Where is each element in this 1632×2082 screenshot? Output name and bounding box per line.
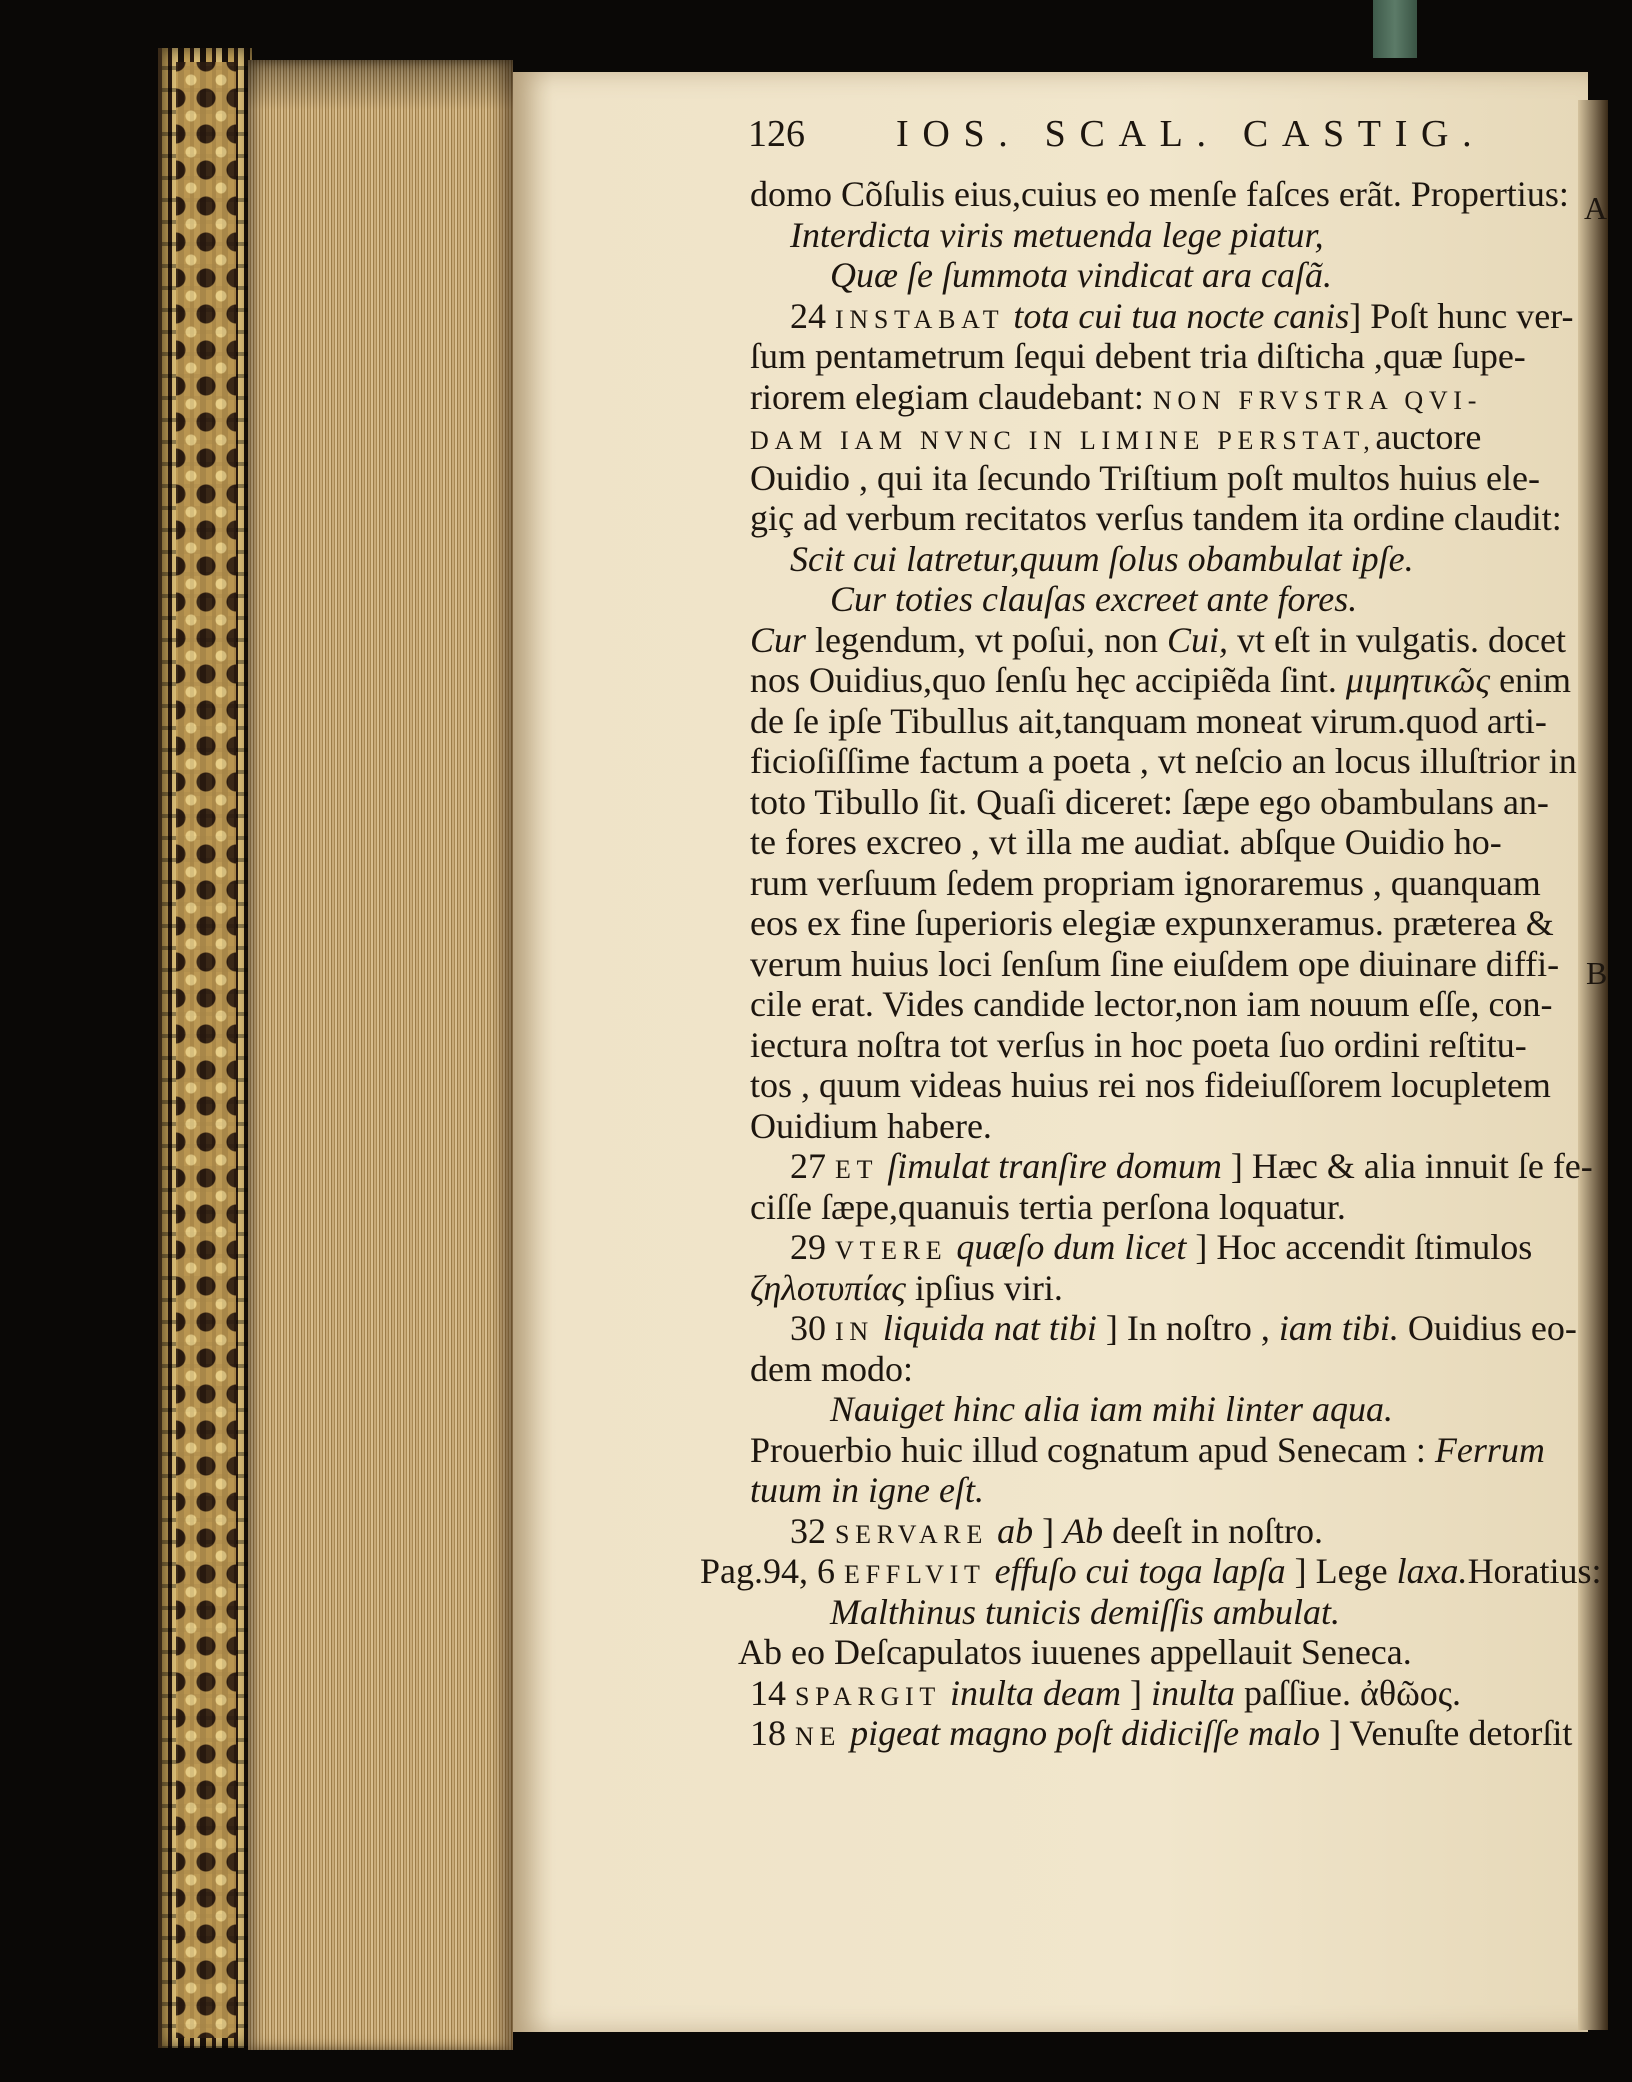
text-line <box>750 944 1630 985</box>
roman-text: Ab eo Deſcapulatos iuuenes appellauit Seneca. <box>738 1632 1412 1672</box>
roman-text: ] Venuſte detorſit <box>1320 1713 1573 1753</box>
text-line <box>700 1551 1630 1592</box>
small-caps-text: VTERE <box>835 1236 948 1265</box>
italic-text: Interdicta viris metuenda lege piatur, <box>790 214 1324 255</box>
small-caps-text: SPARGIT <box>795 1681 942 1711</box>
text-line <box>750 1673 1630 1714</box>
text-line <box>750 782 1630 823</box>
roman-text: vt eſt in vulgatis. docet <box>1228 619 1566 660</box>
roman-text: eos ex fine ſuperioris elegiæ expunxeramus. præterea & <box>750 903 1554 943</box>
text-line <box>750 1227 1630 1268</box>
text-line <box>750 1389 1630 1430</box>
text-line <box>750 1308 1630 1349</box>
roman-text: giç ad verbum recitatos verſus tandem ita ordine claudit: <box>750 498 1562 538</box>
italic-text: tuum in igne eſt. <box>750 1470 984 1510</box>
small-caps-text: SERVARE <box>835 1519 989 1549</box>
small-caps-text: NE <box>795 1722 842 1751</box>
italic-text: Cui, <box>1167 619 1229 660</box>
text-line <box>750 1268 1630 1309</box>
small-caps-text: IN <box>835 1317 874 1346</box>
text-line <box>750 215 1630 256</box>
roman-text: te fores excreo , vt illa me audiat. abſque Ouidio ho- <box>750 822 1502 862</box>
italic-text: liquida nat tibi <box>873 1308 1097 1348</box>
roman-text: riorem elegiam claudebant: <box>750 376 1153 417</box>
roman-text: Prouerbio huic illud cognatum apud Senecam : <box>750 1429 1435 1470</box>
text-line <box>738 1632 1630 1673</box>
roman-text: 27 <box>790 1146 835 1186</box>
roman-text: dem modo: <box>750 1348 913 1389</box>
text-line <box>750 1025 1630 1066</box>
roman-text: ] Hoc accendit ſtimulos <box>1186 1227 1533 1267</box>
text-line <box>750 903 1630 944</box>
italic-text: ſimulat tranſire domum <box>878 1146 1222 1186</box>
roman-text: verum huius loci ſenſum ſine eiuſdem ope diuinare diffi- <box>750 943 1560 984</box>
roman-text: ] <box>1033 1510 1064 1551</box>
gilt-ornament-border <box>176 62 236 2038</box>
roman-text: ] In noſtro , <box>1096 1308 1279 1348</box>
italic-text: Ab <box>1063 1510 1104 1551</box>
text-line <box>750 1592 1630 1633</box>
roman-text: ipſius viri. <box>905 1267 1063 1308</box>
italic-text: tota cui tua nocte canis <box>1004 295 1350 336</box>
text-line <box>750 741 1630 782</box>
roman-text: paſſiue. ἀθῶος. <box>1235 1672 1462 1713</box>
roman-text: cile erat. Vides candide lector,non iam nouum eſſe, con- <box>750 984 1553 1024</box>
roman-text: rum verſuum ſedem propriam ignoraremus , quanquam <box>750 862 1541 903</box>
roman-text: deeſt in noſtro. <box>1103 1510 1324 1551</box>
margin-letter-a: A <box>1584 190 1608 226</box>
text-line <box>750 1470 1630 1511</box>
italic-text: inulta deam <box>941 1672 1121 1713</box>
text-line <box>750 1713 1630 1754</box>
page-edges <box>248 60 513 2050</box>
text-line <box>750 417 1630 458</box>
roman-text: ficioſiſſime factum a poeta , vt neſcio an locus illuſtrior in <box>750 741 1577 781</box>
roman-text: ſum pentametrum ſequi debent tria diſticha ,quæ ſupe- <box>750 336 1526 376</box>
italic-text: Nauiget hinc alia iam mihi linter aqua. <box>830 1389 1393 1429</box>
roman-text: enim <box>1490 660 1572 700</box>
roman-text: 14 <box>750 1672 795 1713</box>
italic-text: laxa. <box>1396 1551 1468 1591</box>
roman-text: 32 <box>790 1510 835 1551</box>
small-caps-text: INSTABAT <box>835 304 1005 334</box>
roman-text: 18 <box>750 1713 795 1753</box>
italic-text: Cur toties clauſas excreet ante fores. <box>830 579 1358 619</box>
roman-text: Ouidius eo- <box>1398 1308 1577 1348</box>
text-line <box>750 1065 1630 1106</box>
text-line <box>750 498 1630 539</box>
italic-text: ζηλοτυπίας <box>750 1267 906 1308</box>
roman-text: Ouidio , qui ita ſecundo Triſtium poſt multos huius ele- <box>750 457 1540 498</box>
text-body <box>700 174 1630 1754</box>
roman-text: domo Cõſulis eius,cuius eo menſe faſces erãt. Propertius: <box>750 174 1569 214</box>
text-line <box>750 255 1630 296</box>
running-header <box>748 112 1568 162</box>
text-line <box>750 579 1630 620</box>
roman-text: ciſſe ſæpe,quanuis tertia perſona loquatur. <box>750 1186 1346 1227</box>
text-line <box>750 539 1630 580</box>
margin-letter-b: B <box>1586 955 1608 991</box>
roman-text: toto Tibullo ſit. Quaſi diceret: ſæpe ego obambulans an- <box>750 781 1549 822</box>
text-line <box>750 1146 1630 1187</box>
italic-text: Cur <box>750 619 807 660</box>
small-caps-text: NON FRVSTRA QVI- <box>1152 385 1483 415</box>
italic-text: quæſo dum licet <box>947 1227 1187 1267</box>
italic-text: ab <box>988 1510 1034 1551</box>
text-line <box>750 174 1630 215</box>
text-line <box>750 377 1630 418</box>
page-edges-shadow <box>248 60 513 110</box>
text-line <box>750 984 1630 1025</box>
italic-text: Malthinus tunicis demiſſis ambulat. <box>830 1591 1340 1632</box>
text-line <box>750 458 1630 499</box>
page-number: 126 <box>748 113 805 155</box>
roman-text: ] <box>1121 1672 1151 1713</box>
text-line <box>750 660 1630 701</box>
roman-text: tos , quum videas huius rei nos fideiuſſorem locupletem <box>750 1065 1551 1105</box>
roman-text: Ouidium habere. <box>750 1105 992 1146</box>
italic-text: effuſo cui toga lapſa <box>985 1551 1286 1591</box>
text-line <box>750 822 1630 863</box>
text-line <box>750 336 1630 377</box>
roman-text: iectura noſtra tot verſus in hoc poeta ſuo ordini reſtitu- <box>750 1024 1527 1065</box>
roman-text: nos Ouidius,quo ſenſu hęc accipiẽda ſint. <box>750 660 1346 700</box>
roman-text: 24 <box>790 295 835 336</box>
roman-text: legendum, vt poſui, non <box>806 619 1167 660</box>
text-line <box>750 1430 1630 1471</box>
text-line <box>750 701 1630 742</box>
roman-text: ] Lege <box>1285 1551 1397 1591</box>
roman-text: ] Poſt hunc ver- <box>1349 295 1574 336</box>
roman-text: auctore <box>1375 417 1482 457</box>
text-line <box>750 296 1630 337</box>
roman-text: 30 <box>790 1308 835 1348</box>
roman-text: ] Hæc & alia innuit ſe fe- <box>1221 1146 1593 1186</box>
italic-text: Quæ ſe ſummota vindicat ara caſã. <box>830 255 1332 295</box>
running-title: IOS. SCAL. CASTIG. <box>896 113 1486 155</box>
roman-text: Horatius: <box>1467 1551 1602 1591</box>
text-line <box>750 1187 1630 1228</box>
small-caps-text: EFFLVIT <box>844 1560 986 1589</box>
small-caps-text: ET <box>835 1155 879 1184</box>
italic-text: inulta <box>1151 1672 1236 1713</box>
text-line <box>750 620 1630 661</box>
italic-text: pigeat magno poſt didiciſſe malo <box>841 1713 1321 1753</box>
small-caps-text: DAM IAM NVNC IN LIMINE PERSTAT, <box>750 426 1376 455</box>
text-line <box>750 1511 1630 1552</box>
roman-text: 29 <box>790 1227 835 1267</box>
text-line <box>750 1106 1630 1147</box>
text-line <box>750 863 1630 904</box>
italic-text: μιμητικῶς <box>1345 660 1491 700</box>
roman-text: Pag.94, 6 <box>700 1551 844 1591</box>
italic-text: iam tibi. <box>1278 1308 1399 1348</box>
italic-text: Ferrum <box>1434 1429 1545 1470</box>
roman-text: de ſe ipſe Tibullus ait,tanquam moneat virum.quod arti- <box>750 700 1547 741</box>
bookmark-ribbon <box>1373 0 1417 58</box>
text-line <box>750 1349 1630 1390</box>
italic-text: Scit cui latretur,quum ſolus obambulat ipſe. <box>790 538 1414 579</box>
